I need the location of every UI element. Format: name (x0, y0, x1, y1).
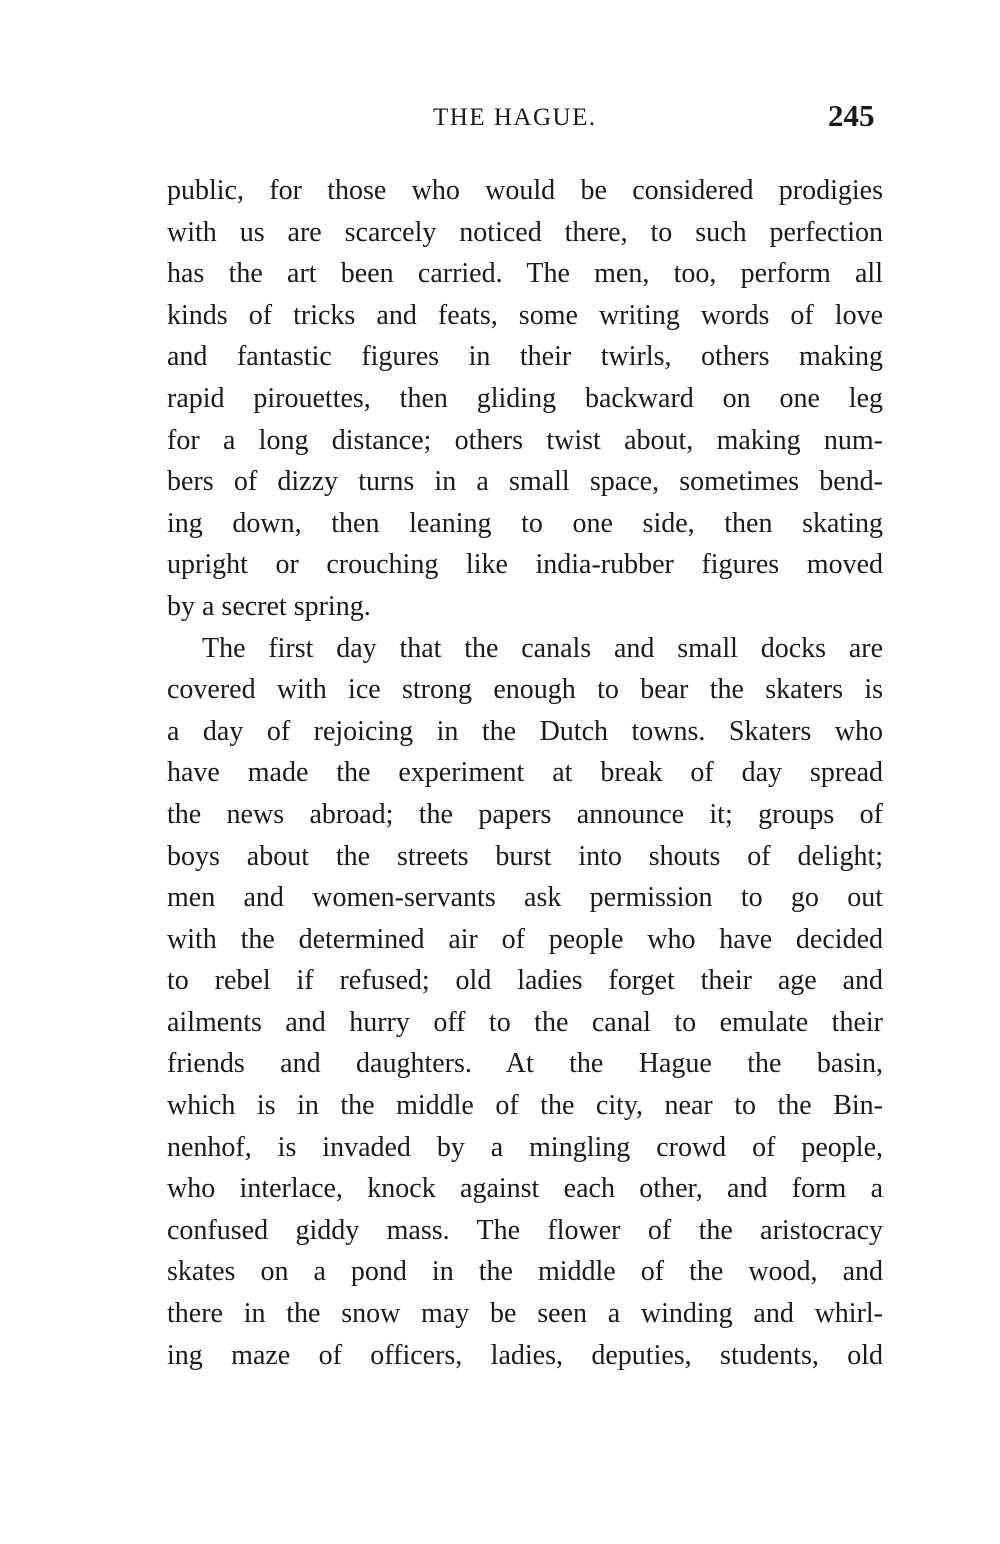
text-line: with the determined air of people who have decided (167, 923, 883, 955)
text-line: which is in the middle of the city, near to the Bin- (167, 1090, 883, 1122)
text-line: kinds of tricks and feats, some writing words of love (167, 299, 883, 331)
text-line: upright or crouching like india-rubber figures moved (167, 549, 883, 581)
paragraph-start-line: The first day that the canals and small docks are (202, 632, 883, 664)
text-line: have made the experiment at break of day spread (167, 757, 883, 789)
running-head (0, 98, 1000, 138)
paragraph-end-line: by a secret spring. (167, 590, 371, 622)
text-line: confused giddy mass. The flower of the aristocracy (167, 1214, 883, 1246)
text-line: nenhof, is invaded by a mingling crowd of people, (167, 1131, 883, 1163)
text-line: to rebel if refused; old ladies forget their age and (167, 965, 883, 997)
page-number: 245 (828, 98, 875, 133)
text-line: who interlace, knock against each other, and form a (167, 1173, 883, 1205)
text-line: ing down, then leaning to one side, then skating (167, 507, 883, 539)
text-line: the news abroad; the papers announce it; groups of (167, 798, 883, 830)
text-line: rapid pirouettes, then gliding backward on one leg (167, 382, 883, 414)
running-title: THE HAGUE. (433, 104, 597, 131)
text-line: ailments and hurry off to the canal to emulate their (167, 1006, 883, 1038)
text-line: bers of dizzy turns in a small space, sometimes bend- (167, 466, 883, 498)
text-line: public, for those who would be considered prodigies (167, 175, 883, 206)
text-line: men and women-servants ask permission to go out (167, 882, 883, 914)
body-text (167, 170, 883, 1376)
text-line: and fantastic figures in their twirls, others making (167, 341, 883, 373)
text-line: for a long distance; others twist about, making num- (167, 424, 883, 456)
text-line: with us are scarcely noticed there, to such perfection (167, 216, 883, 248)
text-line: friends and daughters. At the Hague the basin, (167, 1048, 883, 1080)
text-line: boys about the streets burst into shouts of delight; (167, 840, 883, 872)
text-line: has the art been carried. The men, too, perform all (167, 258, 883, 290)
text-line: skates on a pond in the middle of the wood, and (167, 1256, 883, 1288)
text-line: ing maze of officers, ladies, deputies, students, old (167, 1339, 883, 1371)
text-line: there in the snow may be seen a winding and whirl- (167, 1298, 883, 1330)
text-line: covered with ice strong enough to bear the skaters is (167, 674, 883, 706)
text-line: a day of rejoicing in the Dutch towns. Skaters who (167, 715, 883, 747)
